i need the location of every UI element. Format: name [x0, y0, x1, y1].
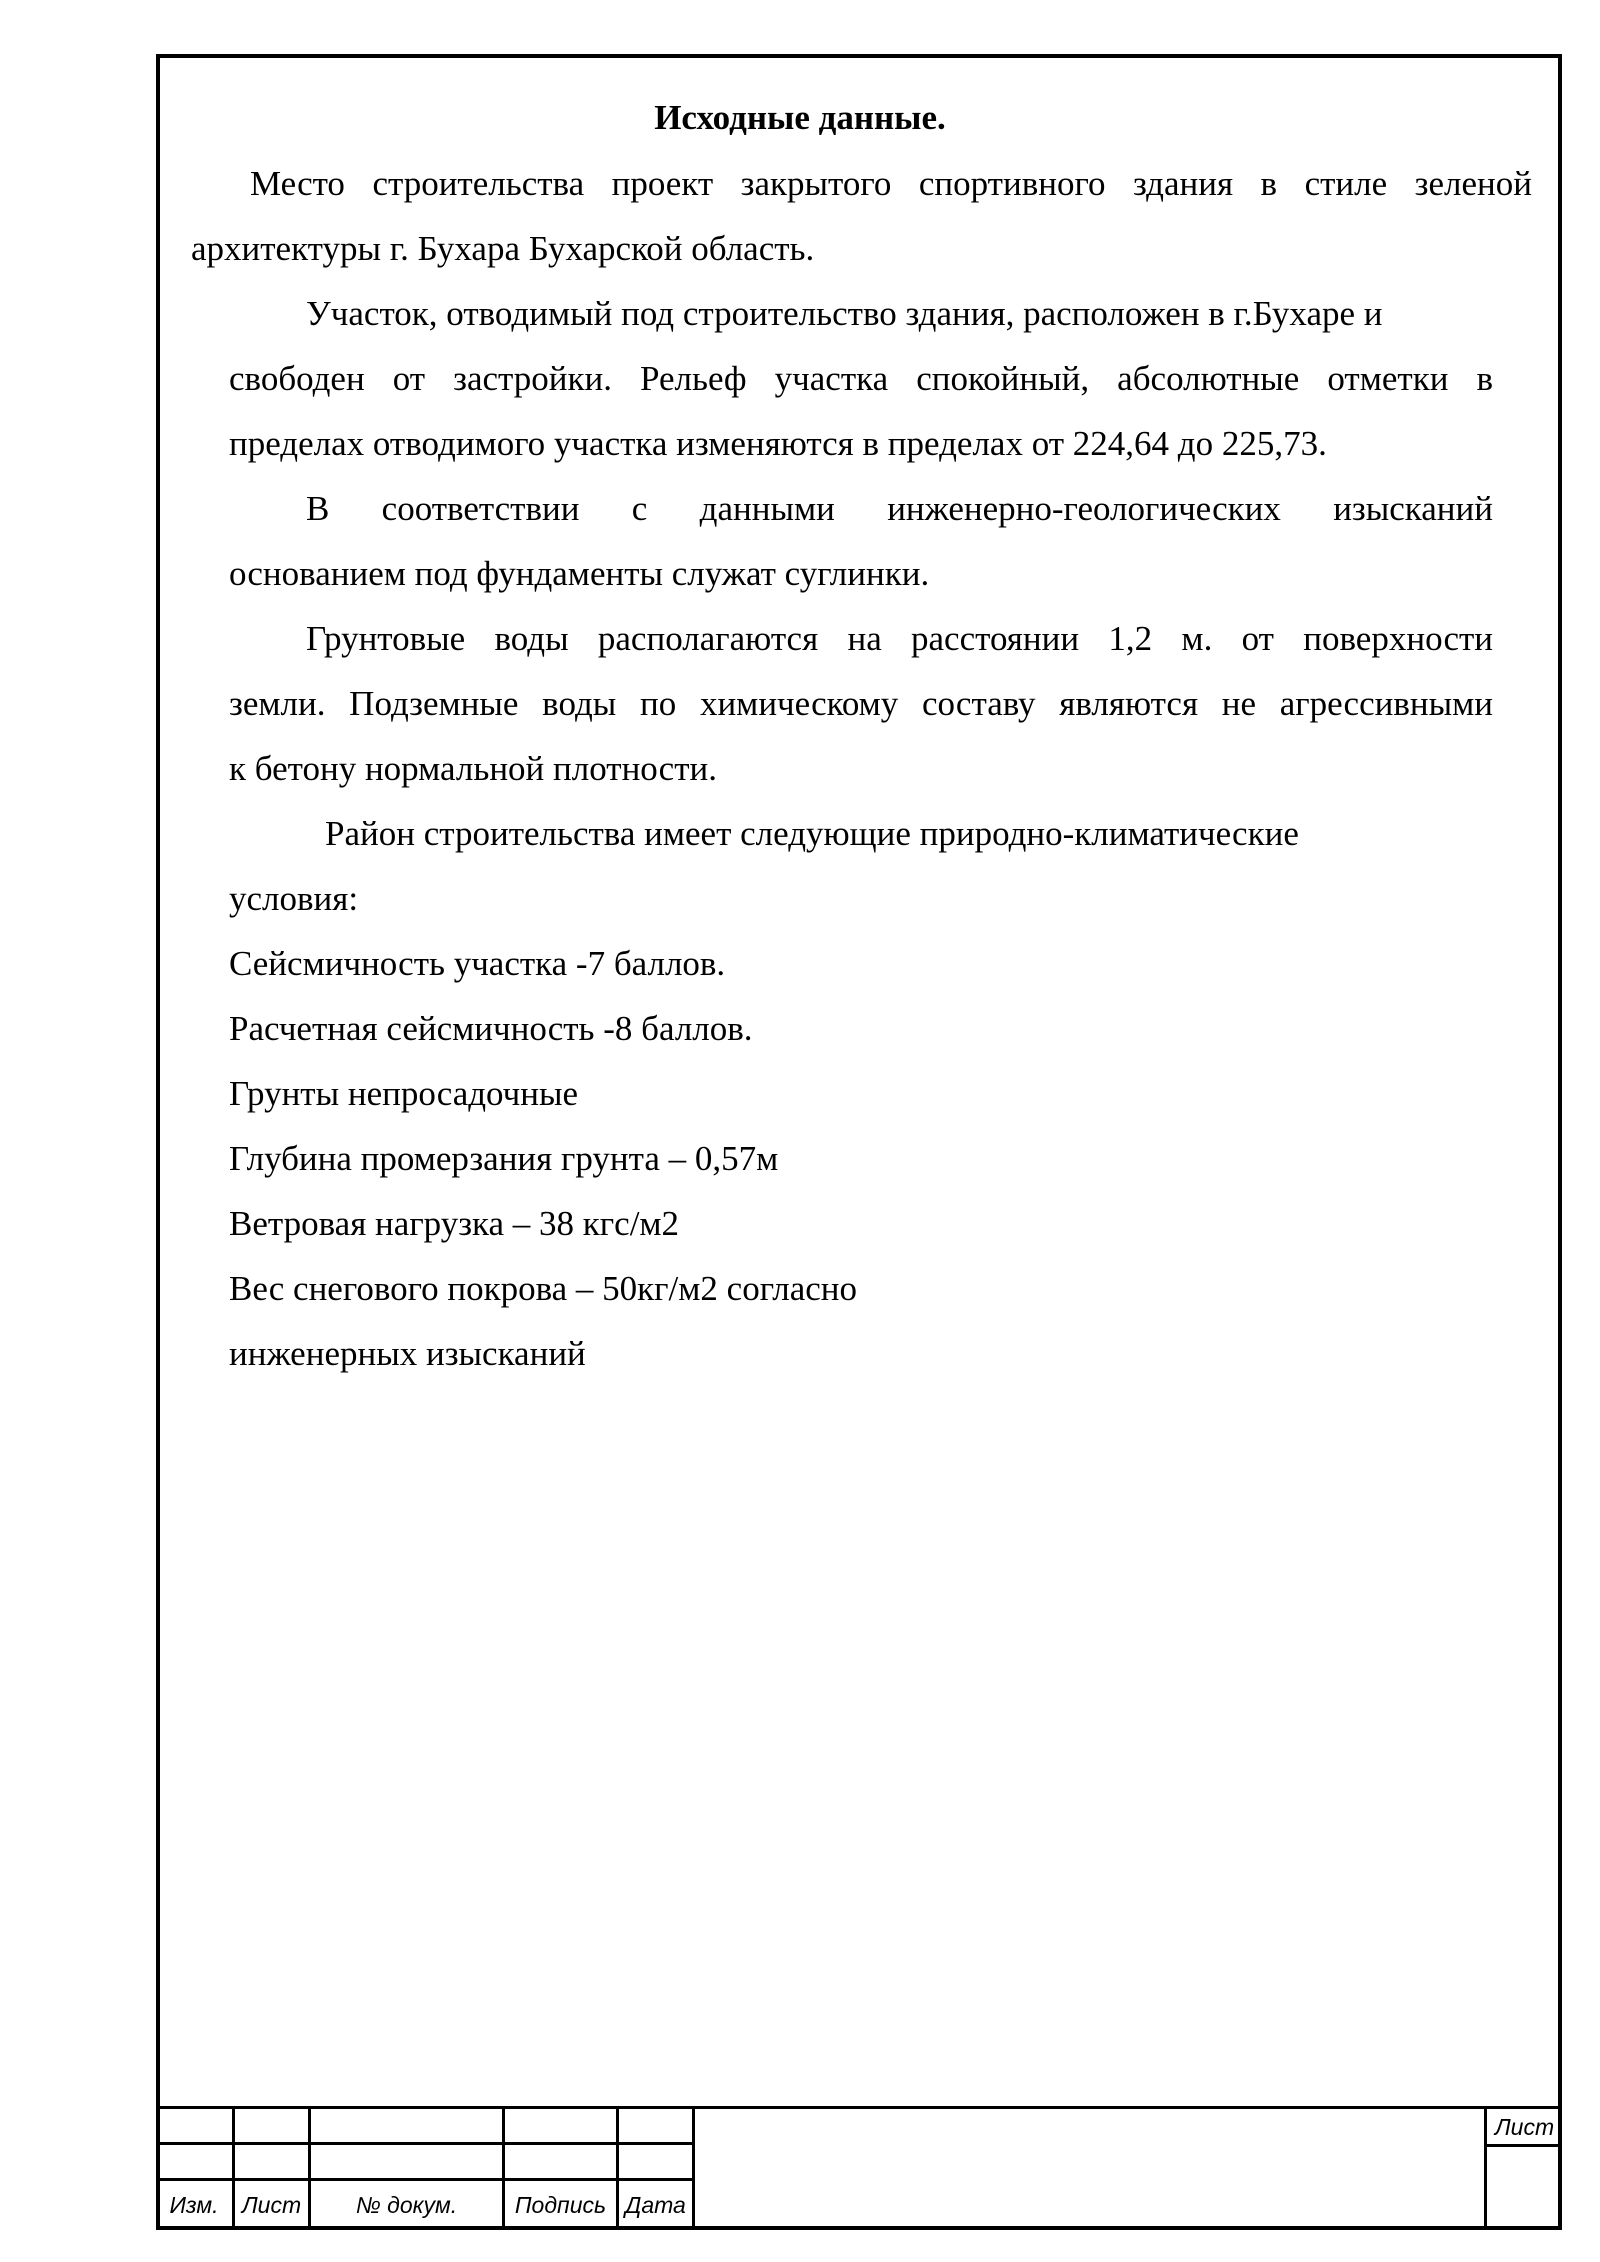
- stamp-label-dokum: № докум.: [355, 2192, 458, 2218]
- text-line-5: пределах отводимого участка изменяются в пределах от 224,64 до 225,73.: [229, 424, 1327, 463]
- stamp-sheet-line: [1484, 2144, 1562, 2147]
- stamp-divider: [692, 2106, 695, 2230]
- text-line-6: В соответствии с данными инженерно-геологических изысканий: [306, 489, 1493, 528]
- condition-design-seismicity: Расчетная сейсмичность -8 баллов.: [229, 1009, 753, 1048]
- text-line-2: архитектуры г. Бухара Бухарской область.: [191, 229, 815, 268]
- stamp-sheet-label: Лист: [1494, 2114, 1555, 2140]
- text-line-10: к бетону нормальной плотности.: [229, 749, 717, 788]
- text-line-4: свободен от застройки. Рельеф участка спокойный, абсолютные отметки в: [229, 359, 1493, 398]
- condition-wind-load: Ветровая нагрузка – 38 кгс/м2: [229, 1204, 680, 1243]
- text-line-9: земли. Подземные воды по химическому составу являются не агрессивными: [229, 684, 1493, 723]
- text-line-3: Участок, отводимый под строительство здания, расположен в г.Бухаре и: [306, 294, 1383, 333]
- stamp-label-izm: Изм.: [169, 2192, 219, 2218]
- stamp-row-line-1: [156, 2142, 692, 2145]
- stamp-label-podpis: Подпись: [514, 2192, 607, 2218]
- condition-seismicity: Сейсмичность участка -7 баллов.: [229, 944, 726, 983]
- condition-source: инженерных изысканий: [229, 1334, 586, 1373]
- text-line-1: Место строительства проект закрытого спортивного здания в стиле зеленой: [250, 164, 1532, 203]
- title-block: [156, 2106, 1562, 2230]
- stamp-top-line: [156, 2106, 1562, 2109]
- stamp-row-line-2: [156, 2178, 692, 2181]
- text-line-11: Район строительства имеет следующие природно-климатические: [325, 814, 1299, 853]
- condition-soils: Грунты непросадочные: [229, 1074, 579, 1113]
- stamp-label-data: Дата: [625, 2192, 686, 2218]
- stamp-label-list: Лист: [241, 2192, 302, 2218]
- condition-snow-load: Вес снегового покрова – 50кг/м2 согласно: [229, 1269, 858, 1308]
- document-title: Исходные данные.: [654, 98, 946, 137]
- text-line-8: Грунтовые воды располагаются на расстоянии 1,2 м. от поверхности: [306, 619, 1493, 658]
- text-line-12: условия:: [229, 879, 359, 918]
- text-line-7: основанием под фундаменты служат суглинки.: [229, 554, 930, 593]
- condition-frost-depth: Глубина промерзания грунта – 0,57м: [229, 1139, 779, 1178]
